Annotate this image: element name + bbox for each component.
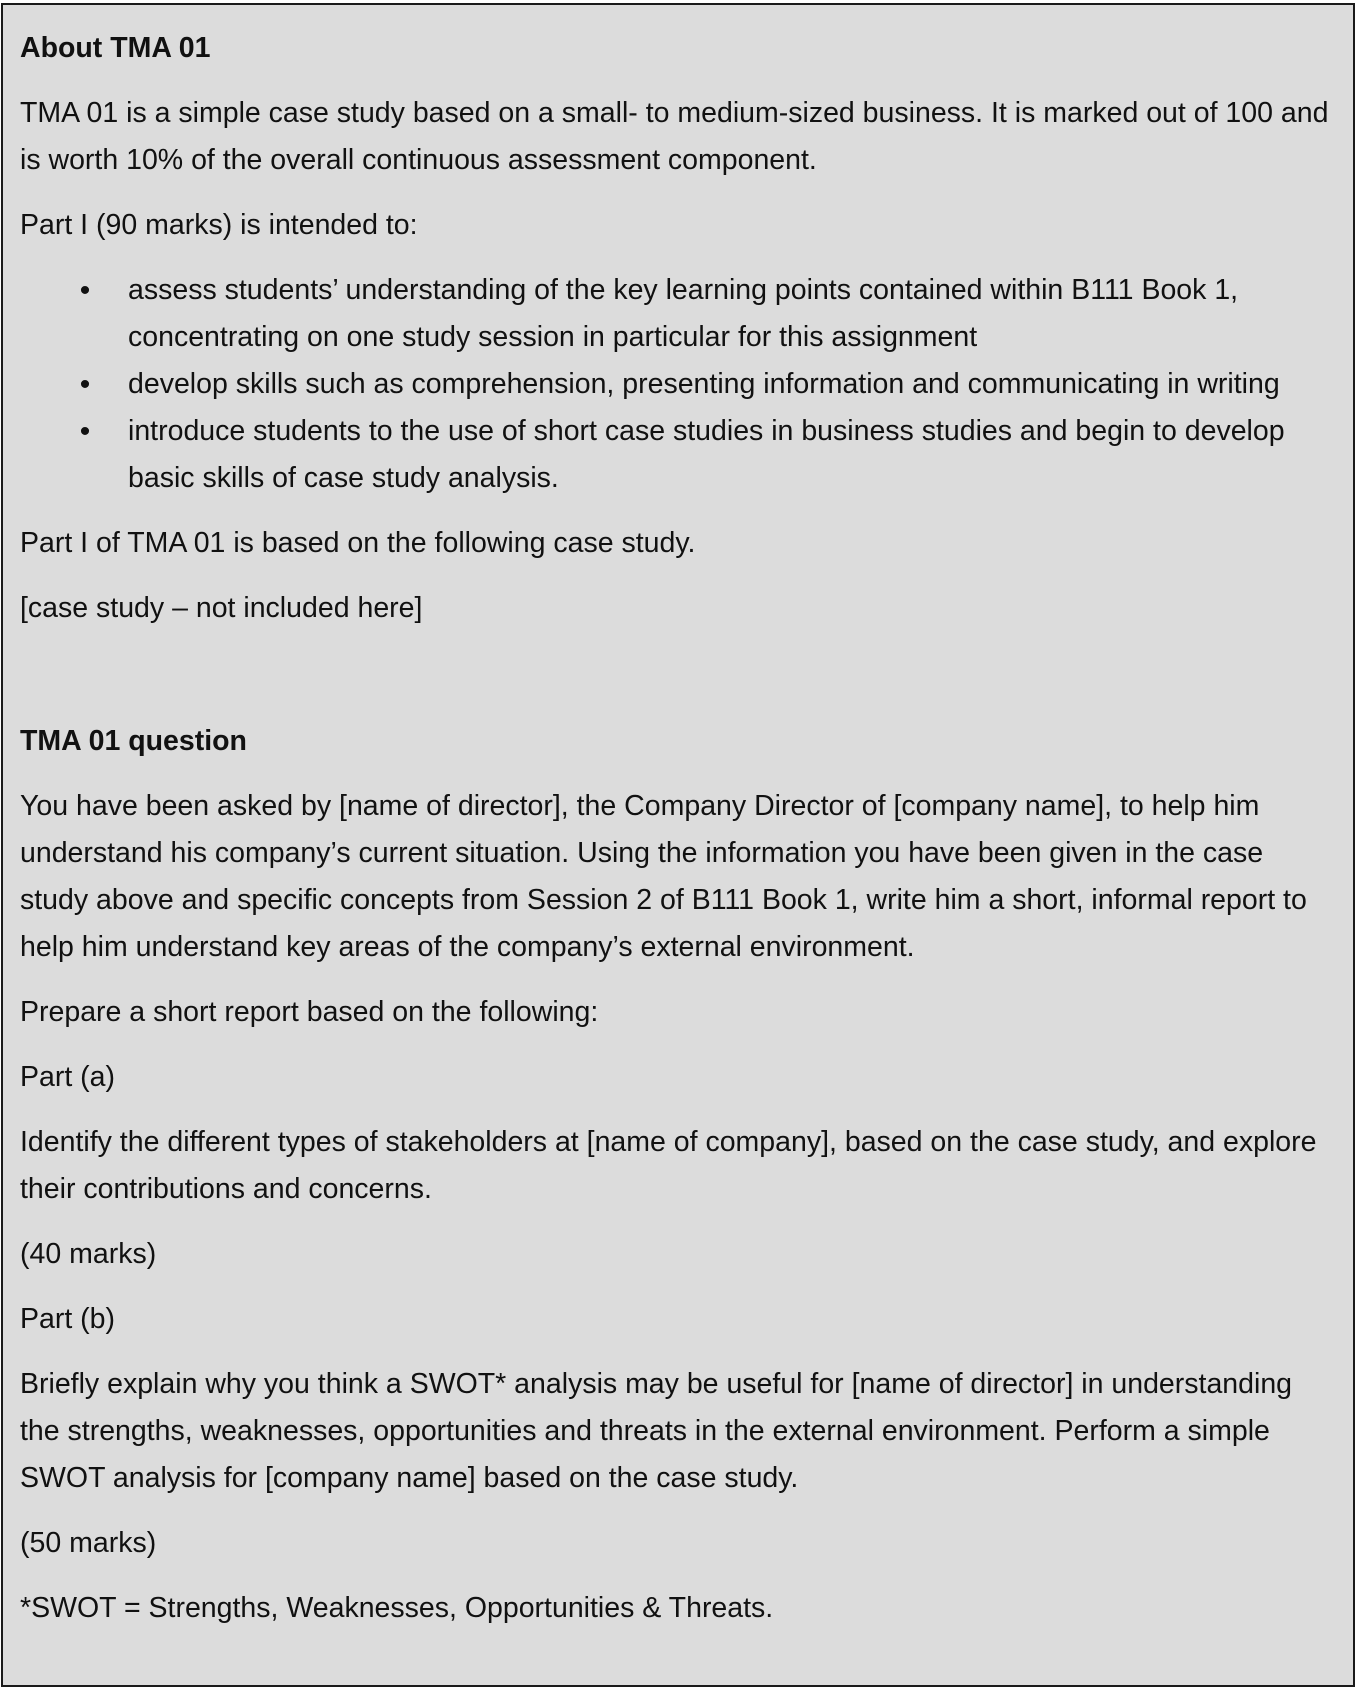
question-heading: TMA 01 question (20, 725, 247, 757)
part-b-marks: (50 marks) (20, 1527, 157, 1559)
list-item-text: assess students’ understanding of the key learning points contained within B111 Book 1, concentrating on one study session in particular for this assignment (128, 274, 1239, 353)
case-study-placeholder: [case study – not included here] (20, 592, 423, 624)
part-a-text: Identify the different types of stakeholders at [name of company], based on the case study, and explore their contributions and concerns. (20, 1126, 1317, 1205)
list-item (20, 408, 1335, 502)
list-item-text: introduce students to the use of short case studies in business studies and begin to develop basic skills of case study analysis. (128, 415, 1285, 494)
part-b-text: Briefly explain why you think a SWOT* analysis may be useful for [name of director] in understanding the strengths, weaknesses, opportunities and threats in the external environment. Perform a simple SWOT analysis for [company name] based on the case study. (20, 1368, 1293, 1494)
list-item (20, 267, 1335, 361)
part-a-marks: (40 marks) (20, 1238, 157, 1270)
about-heading: About TMA 01 (20, 32, 211, 64)
case-study-intro: Part I of TMA 01 is based on the following case study. (20, 527, 696, 559)
part-b-label: Part (b) (20, 1303, 116, 1335)
objectives-list (20, 267, 1335, 502)
about-intro: TMA 01 is a simple case study based on a small- to medium-sized business. It is marked out of 100 and is worth 10% of the overall continuous assessment component. (20, 97, 1329, 176)
bullet-icon: • (79, 274, 91, 307)
list-item-text: develop skills such as comprehension, presenting information and communicating in writing (128, 368, 1280, 400)
part1-intro: Part I (90 marks) is intended to: (20, 209, 418, 241)
assignment-box (1, 3, 1355, 1687)
part-a-label: Part (a) (20, 1061, 116, 1093)
section-spacer (20, 650, 1335, 718)
question-intro: You have been asked by [name of director], the Company Director of [company name], to help him understand his company’s current situation. Using the information you have been given in the case study above and specific concepts from Session 2 of B111 Book 1, write him a short, informal report to help him understand key areas of the company’s external environment. (20, 790, 1307, 963)
prepare-instruction: Prepare a short report based on the following: (20, 996, 599, 1028)
bullet-icon: • (79, 415, 91, 448)
swot-footnote: *SWOT = Strengths, Weaknesses, Opportunities & Threats. (20, 1592, 774, 1624)
list-item (20, 361, 1335, 408)
bullet-icon: • (79, 368, 91, 401)
